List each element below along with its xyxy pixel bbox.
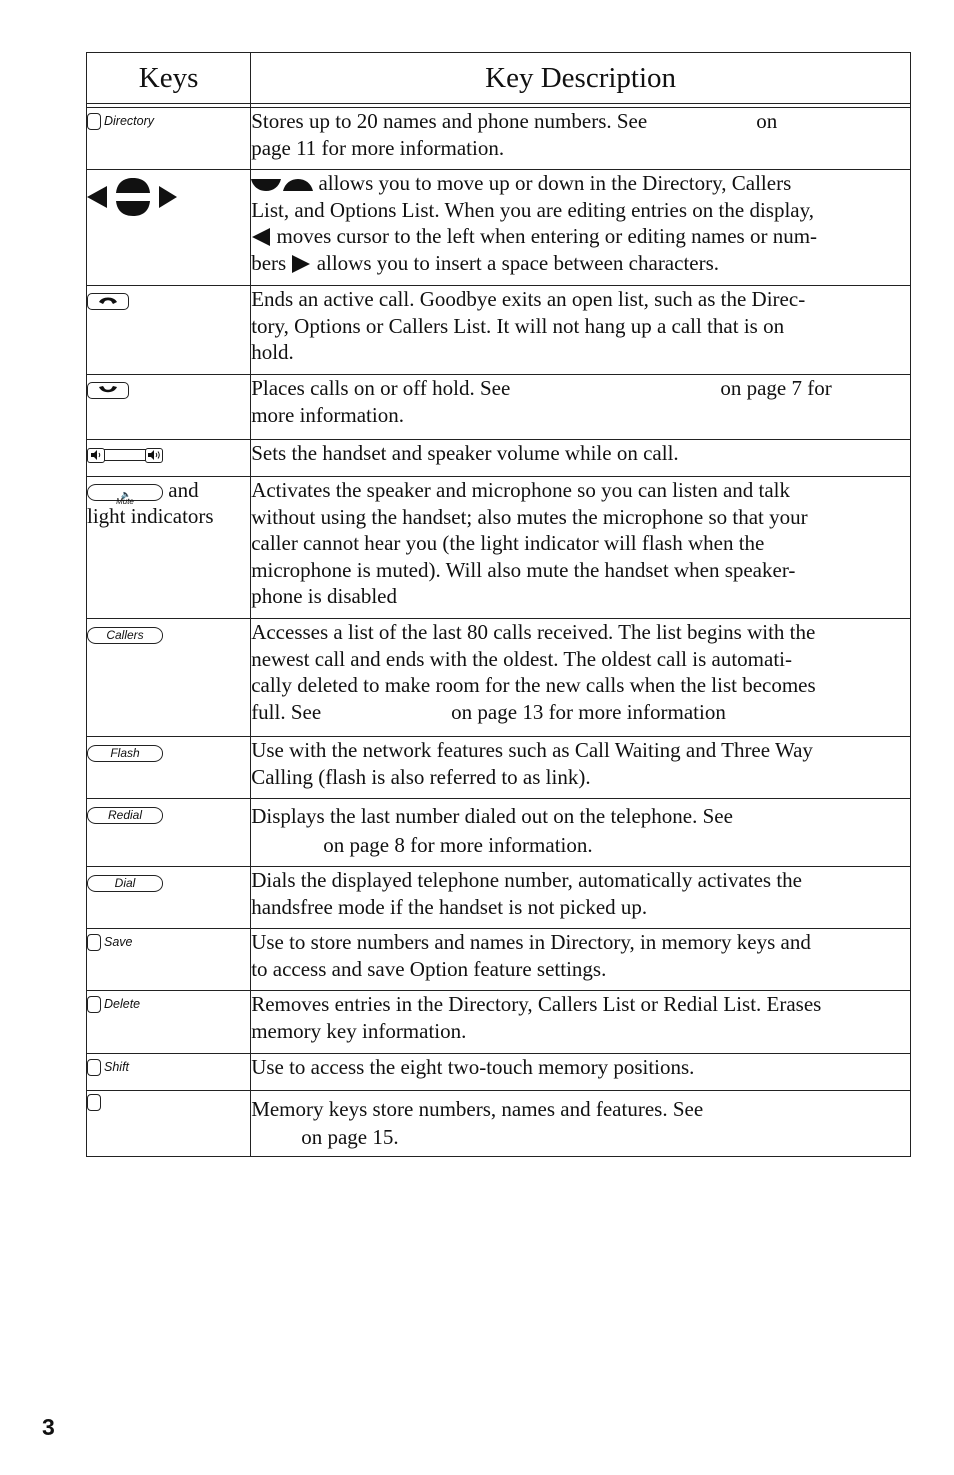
desc-text: Calling (flash is also referred to as link). xyxy=(251,764,591,789)
desc-text: on page 7 for xyxy=(720,376,832,400)
desc-text: on page 13 for more information xyxy=(451,699,726,724)
callers-key: Callers xyxy=(87,627,163,644)
save-key: Save xyxy=(87,929,133,955)
desc-text: on page 15. xyxy=(301,1125,399,1149)
left-arrow-icon xyxy=(251,228,271,246)
desc-text: Stores up to 20 names and phone numbers. See xyxy=(251,109,648,133)
dial-key: Dial xyxy=(87,875,163,892)
table-row xyxy=(87,1054,911,1091)
memory-key xyxy=(87,1094,101,1111)
desc-text: Removes entries in the Directory, Callers List or Redial List. Erases xyxy=(251,992,822,1016)
table-row xyxy=(87,170,911,286)
desc-text: bers xyxy=(251,250,287,275)
table-row xyxy=(87,108,911,170)
desc-text: to access and save Option feature settings. xyxy=(251,956,607,981)
desc-text: without using the handset; also mutes the microphone so that your xyxy=(251,504,808,529)
desc-text: on xyxy=(756,109,778,133)
desc-text: Dials the displayed telephone number, automatically activates the xyxy=(251,868,802,892)
volume-control-icon xyxy=(87,448,163,463)
table-row xyxy=(87,929,911,991)
table-row xyxy=(87,1091,911,1157)
desc-text: Places calls on or off hold. See xyxy=(251,376,511,400)
desc-text: Use with the network features such as Call Waiting and Three Way xyxy=(251,738,813,762)
desc-text: microphone is muted). Will also mute the handset when speaker- xyxy=(251,557,796,582)
desc-text: Ends an active call. Goodbye exits an open list, such as the Direc- xyxy=(251,287,806,311)
desc-text: tory, Options or Callers List. It will not hang up a call that is on xyxy=(251,313,785,338)
directory-key: Directory xyxy=(87,108,154,134)
key-label: and xyxy=(168,478,199,502)
hold-icon xyxy=(87,382,129,399)
redial-key: Redial xyxy=(87,807,163,824)
delete-key: Delete xyxy=(87,991,140,1017)
key-label: light indicators xyxy=(87,504,214,528)
table-row xyxy=(87,375,911,440)
key-description-header: Key Description xyxy=(251,53,911,104)
shift-key: Shift xyxy=(87,1054,129,1080)
page-number: 3 xyxy=(42,1414,55,1440)
desc-text: Activates the speaker and microphone so you can listen and talk xyxy=(251,478,791,502)
speaker-mute-key: 🔈 Mute xyxy=(87,484,163,501)
key-description-table xyxy=(86,52,911,1157)
desc-text: allows you to move up or down in the Directory, Callers xyxy=(318,171,792,195)
desc-text: allows you to insert a space between characters. xyxy=(316,250,720,275)
desc-text: full. See xyxy=(251,699,322,724)
desc-text: Sets the handset and speaker volume while on call. xyxy=(251,441,679,465)
table-row xyxy=(87,867,911,929)
desc-text: Memory keys store numbers, names and features. See xyxy=(251,1097,704,1121)
table-row xyxy=(87,440,911,477)
desc-text: List, and Options List. When you are editing entries on the display, xyxy=(251,197,815,222)
navigation-arrows-icon xyxy=(87,175,179,219)
desc-text: newest call and ends with the oldest. The oldest call is automati- xyxy=(251,646,792,671)
up-down-arrows-icon xyxy=(251,177,313,193)
table-row xyxy=(87,799,911,867)
desc-text: Accesses a list of the last 80 calls received. The list begins with the xyxy=(251,620,816,644)
desc-text: moves cursor to the left when entering or editing names or num- xyxy=(276,224,818,248)
desc-text: Displays the last number dialed out on the telephone. See xyxy=(251,804,733,828)
table-row xyxy=(87,477,911,619)
desc-text: Use to access the eight two-touch memory positions. xyxy=(251,1055,695,1079)
flash-key: Flash xyxy=(87,745,163,762)
desc-text: page 11 for more information. xyxy=(251,135,505,160)
desc-text: handsfree mode if the handset is not picked up. xyxy=(251,894,648,919)
desc-text: hold. xyxy=(251,340,294,364)
table-row xyxy=(87,619,911,737)
handset-hangup-icon xyxy=(87,293,129,310)
desc-text: memory key information. xyxy=(251,1018,467,1043)
desc-text: on page 8 for more information. xyxy=(323,833,593,857)
desc-text: cally deleted to make room for the new calls when the list becomes xyxy=(251,673,816,697)
speaker-icon: 🔈 xyxy=(121,489,131,499)
right-arrow-icon xyxy=(291,255,311,273)
keys-header: Keys xyxy=(87,53,251,104)
table-row xyxy=(87,286,911,375)
desc-text: phone is disabled xyxy=(251,584,397,608)
table-row xyxy=(87,737,911,799)
desc-text: caller cannot hear you (the light indicator will flash when the xyxy=(251,531,765,555)
table-row xyxy=(87,991,911,1054)
desc-text: Use to store numbers and names in Directory, in memory keys and xyxy=(251,930,811,954)
desc-text: more information. xyxy=(251,402,404,427)
